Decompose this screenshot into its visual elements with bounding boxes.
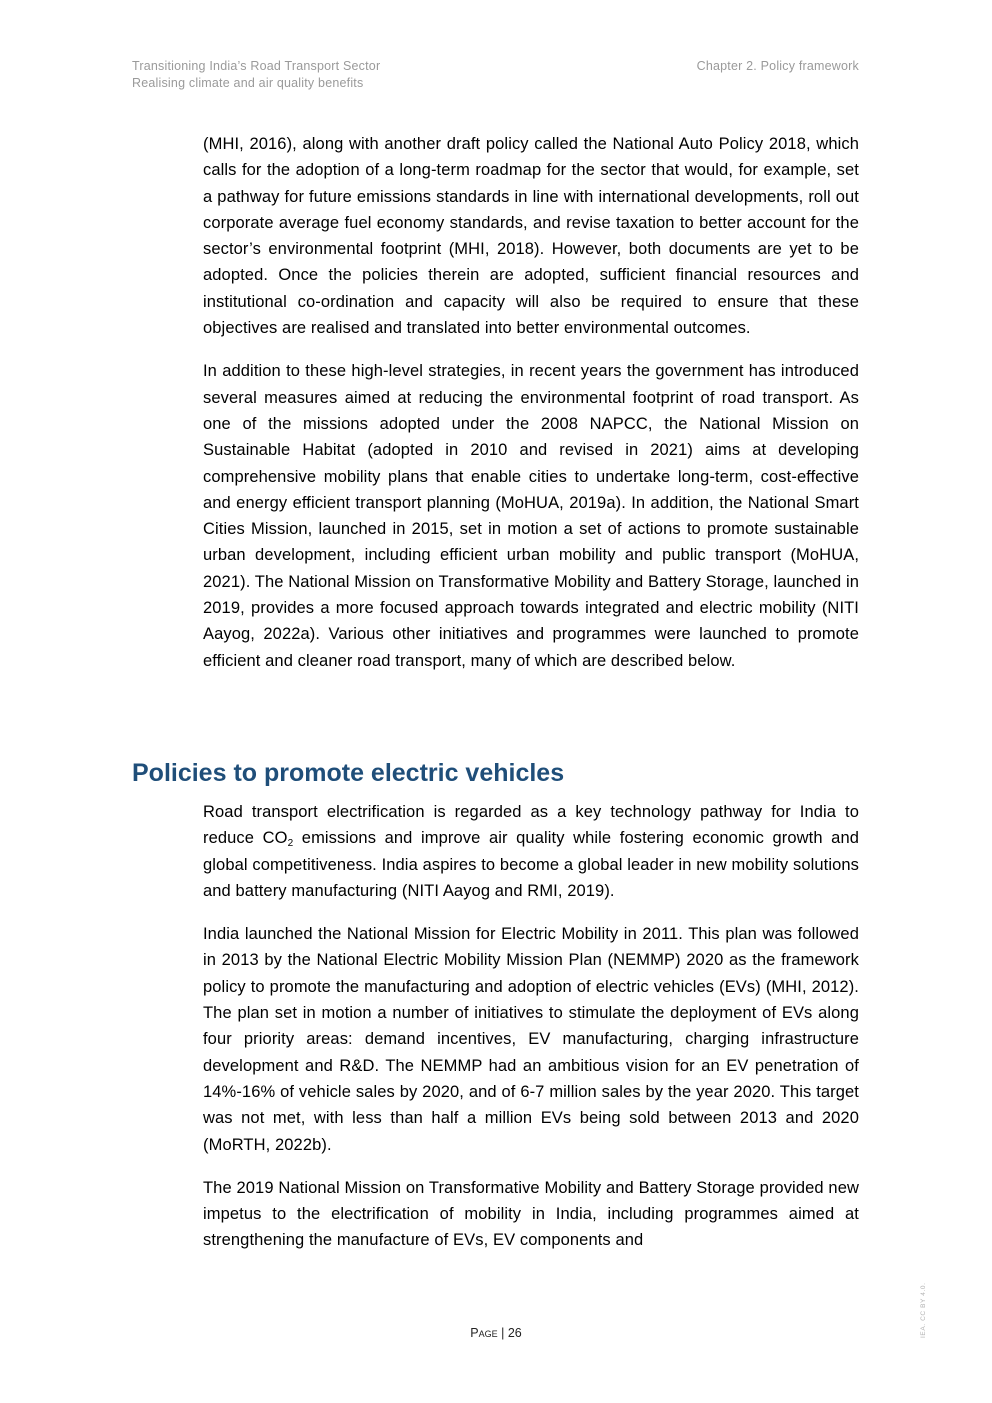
page-footer xyxy=(0,1326,992,1340)
paragraph-mission-2019: The 2019 National Mission on Transformative Mobility and Battery Storage provided new impetus to the electrification of mobility in India, including programmes aimed at strengthening the manufacture of EVs, EV components and xyxy=(203,1178,859,1250)
paragraph-policy-draft: (MHI, 2016), along with another draft policy called the National Auto Policy 2018, which calls for the adoption of a long-term roadmap for the sector that would, for example, set a pathway for future emissions standards in line with international developments, roll out corporate average fuel economy standards, and revise taxation to better account for the sector’s environmental footprint (MHI, 2018). However, both documents are yet to be adopted. Once the policies therein are adopted, sufficient financial resources and institutional co-ordination and capacity will also be required to ensure that these objectives are realised and translated into better environmental outcomes. xyxy=(203,135,859,338)
running-header-chapter xyxy=(697,58,859,75)
page-label: Page xyxy=(470,1326,498,1340)
license-note: IEA. CC BY 4.0. xyxy=(920,1282,927,1338)
body-text-ev-section xyxy=(203,799,859,1271)
body-text-top xyxy=(203,131,859,691)
header-title-line2: Realising climate and air quality benefits xyxy=(132,76,364,90)
header-chapter: Chapter 2. Policy framework xyxy=(696,59,859,73)
paragraph-electrification xyxy=(203,799,859,904)
paragraph-nemmp: India launched the National Mission for Electric Mobility in 2011. This plan was followed in 2013 by the National Electric Mobility Mission Plan (NEMMP) 2020 as the framework policy to promote the manufacturing and adoption of electric vehicles (EVs) (MHI, 2012). The plan set in motion a number of initiatives to stimulate the deployment of EVs along four priority areas: demand incentives, EV manufacturing, charging infrastructure development and R&D. The NEMMP had an ambitious vision for an EV penetration of 14%-16% of vehicle sales by 2020, and of 6-7 million sales by the year 2020. This target was not met, with less than half a million EVs being sold between 2013 and 2020 (MoRTH, 2022b). xyxy=(203,925,859,1154)
page-separator: | xyxy=(497,1326,508,1340)
page-number: 26 xyxy=(507,1326,522,1340)
running-header-title xyxy=(132,58,380,92)
paragraph-high-level-strategies: In addition to these high-level strategies, in recent years the government has introduced several measures aimed at reducing the environmental footprint of road transport. As one of the missions adopted under the 2008 NAPCC, the National Mission on Sustainable Habitat (adopted in 2010 and revised in 2021) aims at developing comprehensive mobility plans that enable cities to undertake long-term, cost-effective and energy efficient transport planning (MoHUA, 2019a). In addition, the National Smart Cities Mission, launched in 2015, set in motion a set of actions to promote sustainable urban development, including efficient urban mobility and public transport (MoHUA, 2021). The National Mission on Transformative Mobility and Battery Storage, launched in 2019, provides a more focused approach towards integrated and electric mobility (NITI Aayog, 2022a). Various other initiatives and programmes were launched to promote efficient and cleaner road transport, many of which are described below. xyxy=(203,362,859,670)
para1-text-a: Road transport electrification is regarded as a key technology pathway for India to reduce CO xyxy=(203,803,859,848)
para1-text-b: emissions and improve air quality while fostering economic growth and global competitiveness. India aspires to become a global leader in new mobility solutions and battery manufacturing (NITI Aayog and RMI, 2019). xyxy=(203,829,859,900)
co2-subscript: 2 xyxy=(287,838,294,850)
header-title-line1: Transitioning India’s Road Transport Sector xyxy=(132,59,381,73)
section-heading: Policies to promote electric vehicles xyxy=(132,759,565,787)
